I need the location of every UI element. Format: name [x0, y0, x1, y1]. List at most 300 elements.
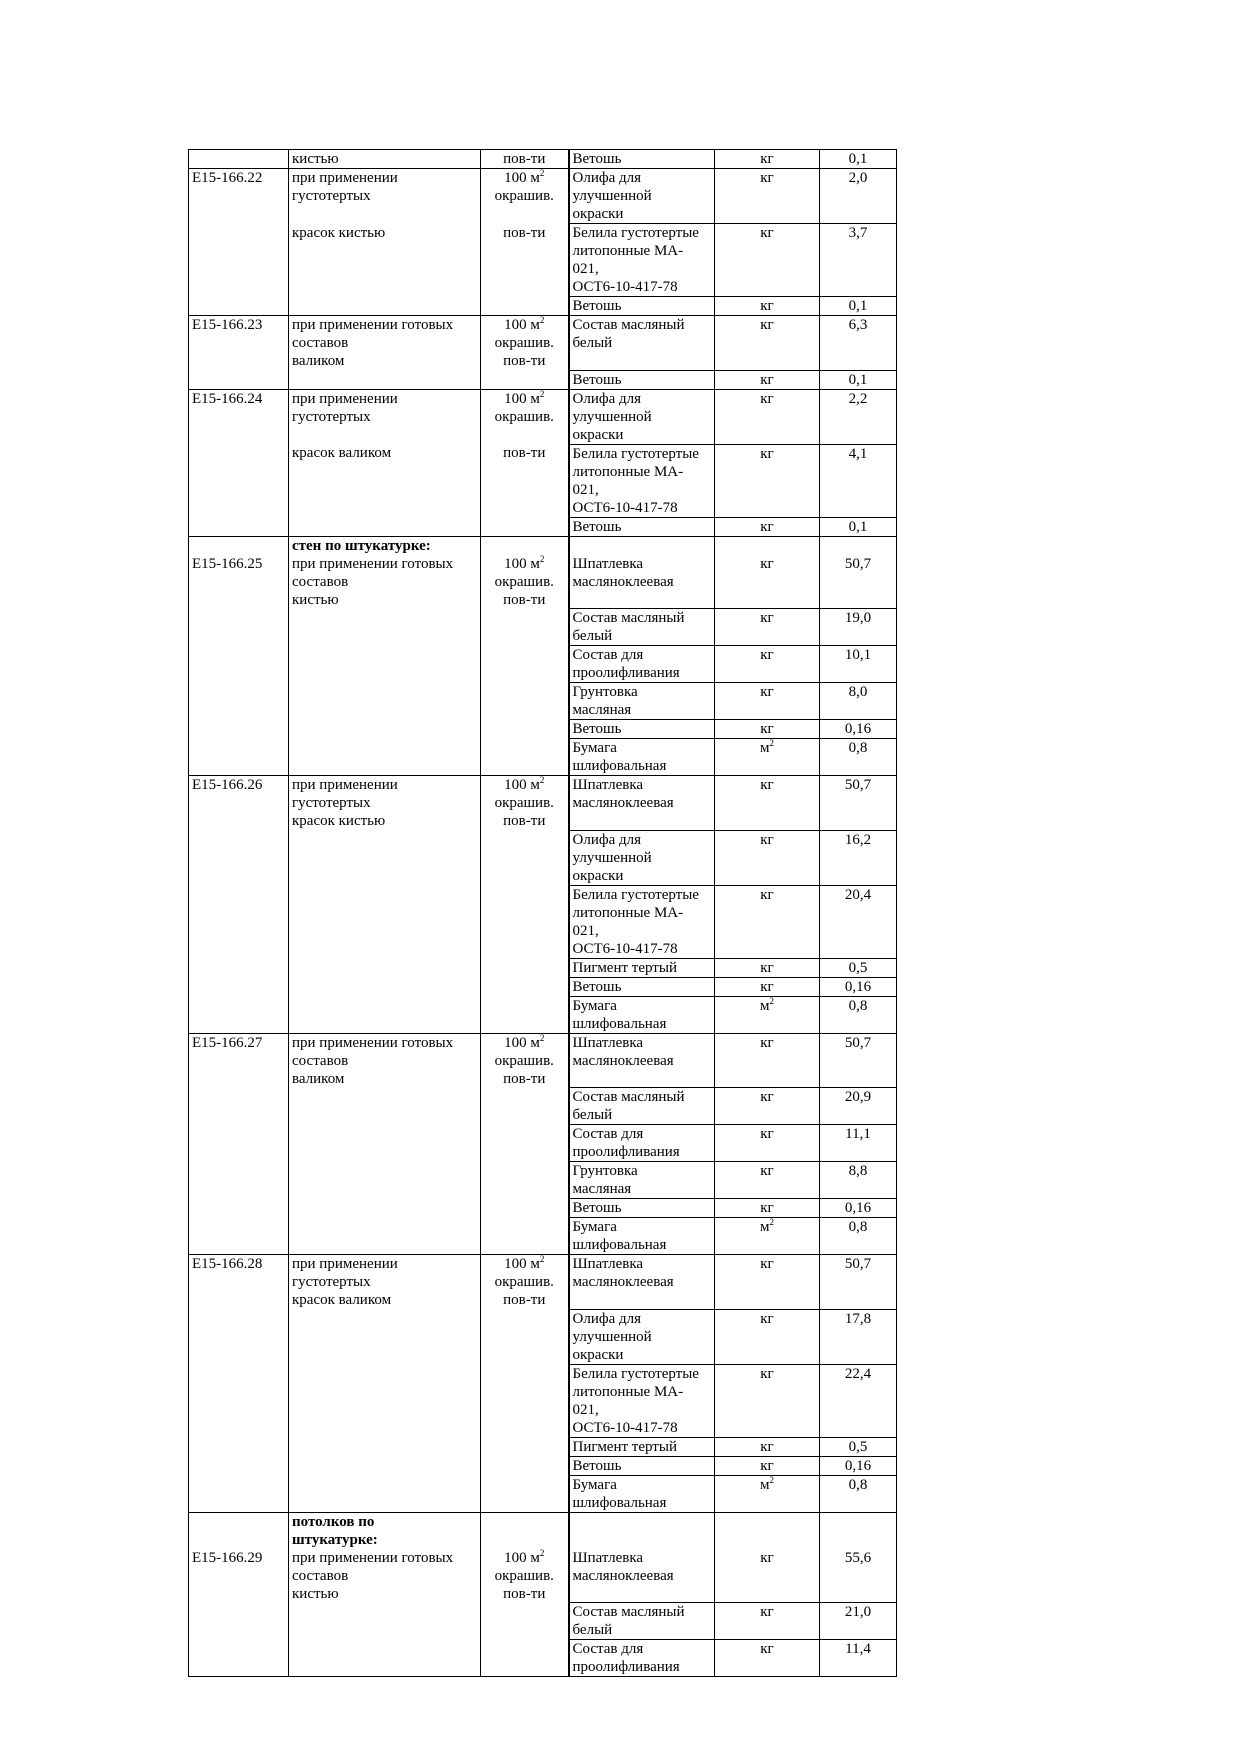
material-name-line: Ветошь: [572, 518, 622, 535]
code-cell: [189, 224, 289, 297]
material-unit-cell: [715, 169, 820, 224]
code-cell: [189, 169, 289, 224]
unit-cell: [481, 316, 569, 371]
material-name-line: масляноклеевая: [572, 1274, 674, 1290]
description-line: густотертых: [292, 408, 371, 425]
material-name-line: масляноклеевая: [572, 1052, 674, 1069]
material-qty: 2,0: [848, 170, 868, 186]
material-qty-cell: [820, 1475, 897, 1512]
unit-line: окрашив.: [494, 795, 554, 811]
code-cell: [189, 1218, 289, 1255]
unit-cell: [481, 1603, 569, 1640]
material-qty-cell: [820, 169, 897, 224]
material-qty: 50,7: [844, 555, 872, 572]
material-qty-cell: [820, 1309, 897, 1364]
material-name-line: Ветошь: [572, 978, 622, 995]
unit-cell: [481, 1475, 569, 1512]
material-qty-cell: [820, 536, 897, 609]
material-name-line: Ветошь: [572, 1200, 622, 1216]
material-qty: 3,7: [848, 225, 868, 241]
material-unit-cell: [715, 1199, 820, 1218]
material-qty-cell: [820, 370, 897, 389]
material-qty-cell: [820, 1640, 897, 1677]
description-cell: [289, 1125, 481, 1162]
material-name-cell: [569, 370, 715, 389]
description-line: при применении готовых: [292, 1034, 454, 1051]
material-unit-cell: [715, 776, 820, 831]
unit-cell: [481, 739, 569, 776]
material-name-cell: [569, 1125, 715, 1162]
unit-line: пов-ти: [503, 1585, 546, 1602]
table-row: [189, 885, 897, 958]
material-unit-cell: [715, 1512, 820, 1603]
material-unit-cell: [715, 536, 820, 609]
description-cell: [289, 389, 481, 444]
material-name-line: шлифовальная: [572, 758, 667, 774]
material-name-cell: [569, 1512, 715, 1603]
table-row: [189, 1603, 897, 1640]
material-name-cell: [569, 1456, 715, 1475]
unit-line: 100 $м^2$: [504, 1254, 545, 1272]
table-row: [189, 1255, 897, 1310]
material-unit-cell: [715, 316, 820, 371]
description-line: при применении готовых: [292, 555, 454, 572]
code-cell: [189, 517, 289, 536]
material-unit-cell: [715, 1437, 820, 1456]
material-unit: кг: [760, 151, 774, 167]
item-code: Е15-166.29: [192, 1549, 263, 1566]
material-name-cell: [569, 720, 715, 739]
table-row: [189, 370, 897, 389]
material-qty: 50,7: [844, 777, 872, 793]
description-cell: [289, 739, 481, 776]
unit-cell: [481, 1199, 569, 1218]
description-cell: [289, 1218, 481, 1255]
material-unit-cell: [715, 830, 820, 885]
code-cell: [189, 1199, 289, 1218]
material-qty: 10,1: [844, 647, 872, 663]
material-unit: кг: [760, 298, 774, 314]
description-cell: [289, 1437, 481, 1456]
code-cell: [189, 646, 289, 683]
material-name-line: масляная: [572, 1181, 632, 1197]
material-unit: кг: [760, 886, 774, 903]
description-line: составов: [292, 1567, 349, 1584]
code-cell: [189, 1640, 289, 1677]
description-cell: [289, 1162, 481, 1199]
material-qty: 50,7: [844, 1034, 872, 1051]
code-cell: [189, 536, 289, 609]
material-unit-cell: [715, 977, 820, 996]
material-unit: кг: [760, 518, 774, 535]
description-line: кистью: [292, 591, 339, 608]
material-name-line: литопонные МА-: [572, 904, 684, 921]
description-cell: [289, 1603, 481, 1640]
item-code: Е15-166.26: [192, 777, 263, 793]
description-cell: [289, 224, 481, 297]
material-unit: кг: [760, 610, 774, 626]
material-name-line: Состав масляный: [572, 1089, 685, 1105]
material-name-line: шлифовальная: [572, 1015, 667, 1032]
code-cell: [189, 1255, 289, 1310]
code-cell: [189, 1512, 289, 1603]
material-qty: 0,16: [844, 1457, 872, 1474]
unit-line: пов-ти: [503, 151, 546, 167]
description-cell: [289, 885, 481, 958]
table-row: [189, 517, 897, 536]
description-cell: [289, 536, 481, 609]
material-name-line: улучшенной: [572, 1328, 652, 1345]
material-qty: 11,1: [845, 1126, 871, 1142]
material-name-cell: [569, 536, 715, 609]
material-unit: кг: [760, 1126, 774, 1142]
code-cell: [189, 1033, 289, 1088]
material-unit-cell: [715, 1162, 820, 1199]
material-name-line: улучшенной: [572, 849, 652, 866]
material-qty: 21,0: [844, 1604, 872, 1620]
material-qty: 0,8: [848, 997, 868, 1014]
item-code: Е15-166.25: [192, 555, 263, 572]
code-cell: [189, 444, 289, 517]
material-unit-cell: [715, 1255, 820, 1310]
material-name-cell: [569, 150, 715, 169]
material-unit-cell: [715, 958, 820, 977]
material-unit-cell: [715, 297, 820, 316]
material-name-cell: [569, 517, 715, 536]
material-name-line: Ветошь: [572, 721, 622, 737]
table-row: [189, 1218, 897, 1255]
material-name-cell: [569, 683, 715, 720]
material-name-line: ОСТ6-10-417-78: [572, 499, 678, 516]
table-row: [189, 1088, 897, 1125]
material-name-cell: [569, 1603, 715, 1640]
material-name-line: Состав масляный: [572, 317, 685, 333]
material-unit-cell: [715, 1033, 820, 1088]
unit-cell: [481, 1218, 569, 1255]
unit-cell: [481, 776, 569, 831]
material-name-cell: [569, 444, 715, 517]
table-row: [189, 739, 897, 776]
material-unit: кг: [760, 959, 774, 976]
code-cell: [189, 720, 289, 739]
material-name-line: литопонные МА-: [572, 243, 684, 259]
material-name-line: Олифа для: [572, 390, 641, 407]
material-name-cell: [569, 1033, 715, 1088]
code-cell: [189, 1437, 289, 1456]
material-qty-cell: [820, 1162, 897, 1199]
material-name-line: Шпатлевка: [572, 555, 644, 572]
material-unit-cell: [715, 444, 820, 517]
table-row: [189, 1640, 897, 1677]
material-qty-cell: [820, 224, 897, 297]
material-qty-cell: [820, 389, 897, 444]
material-unit-cell: [715, 1475, 820, 1512]
material-unit-cell: [715, 1218, 820, 1255]
table-row: [189, 1456, 897, 1475]
description-cell: [289, 297, 481, 316]
material-unit-cell: [715, 1088, 820, 1125]
unit-cell: [481, 1125, 569, 1162]
material-qty: 4,1: [848, 445, 868, 462]
material-unit: кг: [760, 170, 774, 186]
code-cell: [189, 1475, 289, 1512]
description-cell: [289, 517, 481, 536]
description-cell: [289, 720, 481, 739]
table-row: [189, 1437, 897, 1456]
material-name-line: окраски: [572, 1346, 624, 1363]
material-qty: 0,16: [844, 1200, 872, 1216]
material-unit: кг: [760, 1256, 774, 1272]
description-cell: [289, 683, 481, 720]
unit-cell: [481, 150, 569, 169]
material-unit-cell: [715, 224, 820, 297]
table-row: [189, 1512, 897, 1603]
material-name-line: проолифливания: [572, 665, 680, 681]
material-name-cell: [569, 1255, 715, 1310]
unit-cell: [481, 370, 569, 389]
table-row: [189, 297, 897, 316]
material-name-line: Белила густотертые: [572, 1365, 699, 1382]
material-qty: 16,2: [844, 831, 872, 848]
table-row: [189, 224, 897, 297]
material-unit: кг: [760, 390, 774, 407]
code-cell: [189, 1456, 289, 1475]
material-unit: $м^2$: [760, 738, 774, 756]
material-name-cell: [569, 316, 715, 371]
unit-cell: [481, 885, 569, 958]
unit-line: 100 $м^2$: [504, 775, 545, 793]
material-qty-cell: [820, 1603, 897, 1640]
material-unit: кг: [760, 978, 774, 995]
material-name-cell: [569, 389, 715, 444]
material-unit: кг: [760, 1034, 774, 1051]
material-name-line: Пигмент тертый: [572, 959, 677, 976]
description-line: при применении: [292, 777, 398, 793]
material-unit-cell: [715, 609, 820, 646]
material-qty: 0,16: [844, 721, 872, 737]
code-cell: [189, 609, 289, 646]
material-name-line: белый: [572, 1107, 613, 1123]
material-qty-cell: [820, 996, 897, 1033]
unit-cell: [481, 297, 569, 316]
unit-line: 100 $м^2$: [504, 1547, 545, 1566]
unit-cell: [481, 169, 569, 224]
code-cell: [189, 150, 289, 169]
code-cell: [189, 996, 289, 1033]
material-name-line: Шпатлевка: [572, 1256, 644, 1272]
material-qty-cell: [820, 1255, 897, 1310]
code-cell: [189, 1125, 289, 1162]
table-row: [189, 316, 897, 371]
table-row: [189, 444, 897, 517]
material-name-line: Бумага: [572, 1219, 617, 1235]
material-qty-cell: [820, 517, 897, 536]
table-row: [189, 1364, 897, 1437]
material-name-line: ОСТ6-10-417-78: [572, 279, 678, 295]
material-unit: $м^2$: [760, 1217, 774, 1235]
table-row: [189, 1125, 897, 1162]
description-cell: [289, 977, 481, 996]
section-heading: потолков по штукатурке:: [292, 1513, 378, 1548]
unit-line: окрашив.: [494, 573, 554, 590]
material-qty-cell: [820, 776, 897, 831]
material-unit-cell: [715, 370, 820, 389]
unit-cell: [481, 1088, 569, 1125]
unit-line: пов-ти: [503, 224, 546, 241]
material-unit: кг: [760, 777, 774, 793]
unit-line: окрашив.: [494, 1052, 554, 1069]
material-qty-cell: [820, 958, 897, 977]
material-name-cell: [569, 977, 715, 996]
unit-line: 100 $м^2$: [504, 168, 545, 186]
material-name-line: масляная: [572, 702, 632, 718]
description-cell: [289, 996, 481, 1033]
material-name-line: Состав для: [572, 1641, 644, 1657]
code-cell: [189, 830, 289, 885]
unit-cell: [481, 1033, 569, 1088]
description-cell: [289, 1033, 481, 1088]
material-qty: 8,0: [848, 684, 868, 700]
material-name-cell: [569, 169, 715, 224]
unit-cell: [481, 996, 569, 1033]
material-name-line: окраски: [572, 206, 624, 222]
material-qty-cell: [820, 1088, 897, 1125]
description-cell: [289, 1364, 481, 1437]
table-row: [189, 169, 897, 224]
material-qty-cell: [820, 1218, 897, 1255]
unit-cell: [481, 1364, 569, 1437]
unit-cell: [481, 1309, 569, 1364]
item-code: Е15-166.22: [192, 170, 263, 186]
material-name-line: Белила густотертые: [572, 886, 699, 903]
description-line: при применении: [292, 390, 398, 407]
material-name-line: Бумага: [572, 997, 617, 1014]
material-name-line: Шпатлевка: [572, 1549, 644, 1566]
material-unit: $м^2$: [760, 995, 774, 1014]
material-qty: 0,1: [848, 151, 868, 167]
material-unit: кг: [760, 1089, 774, 1105]
unit-line: окрашив.: [494, 1274, 554, 1290]
description-cell: [289, 1088, 481, 1125]
material-unit: кг: [760, 1365, 774, 1382]
material-name-cell: [569, 1309, 715, 1364]
code-cell: [189, 297, 289, 316]
table-row: [189, 776, 897, 831]
unit-cell: [481, 444, 569, 517]
material-name-line: белый: [572, 335, 613, 351]
unit-cell: [481, 1640, 569, 1677]
material-name-cell: [569, 776, 715, 831]
material-unit: кг: [760, 317, 774, 333]
material-name-cell: [569, 297, 715, 316]
material-name-cell: [569, 1162, 715, 1199]
material-qty: 22,4: [844, 1365, 872, 1382]
material-name-line: масляноклеевая: [572, 1567, 674, 1584]
material-name-line: шлифовальная: [572, 1494, 667, 1511]
description-cell: [289, 1309, 481, 1364]
description-cell: [289, 370, 481, 389]
material-name-line: Ветошь: [572, 371, 622, 388]
material-name-line: улучшенной: [572, 408, 652, 425]
material-name-line: литопонные МА-: [572, 463, 684, 480]
unit-line: пов-ти: [503, 445, 546, 461]
material-unit: кг: [760, 1310, 774, 1327]
material-unit-cell: [715, 1125, 820, 1162]
material-name-line: Грунтовка: [572, 684, 638, 700]
material-unit: кг: [760, 1200, 774, 1216]
description-cell: [289, 958, 481, 977]
item-code: Е15-166.28: [192, 1256, 263, 1272]
unit-line: пов-ти: [503, 353, 546, 369]
unit-line: пов-ти: [503, 813, 546, 829]
material-unit: кг: [760, 831, 774, 848]
description-cell: [289, 776, 481, 831]
unit-cell: [481, 720, 569, 739]
description-cell: [289, 1475, 481, 1512]
unit-line: 100 $м^2$: [504, 553, 545, 572]
material-unit-cell: [715, 1603, 820, 1640]
description-cell: [289, 444, 481, 517]
unit-line: 100 $м^2$: [504, 388, 545, 407]
material-qty: 0,5: [848, 1438, 868, 1455]
material-name-cell: [569, 1437, 715, 1456]
material-name-line: Олифа для: [572, 170, 641, 186]
description-line: валиком: [292, 353, 345, 369]
material-name-line: масляноклеевая: [572, 795, 674, 811]
material-name-line: проолифливания: [572, 1659, 680, 1675]
material-name-cell: [569, 830, 715, 885]
unit-line: 100 $м^2$: [504, 1032, 545, 1051]
description-line: валиком: [292, 1070, 345, 1087]
unit-cell: [481, 977, 569, 996]
material-name-line: белый: [572, 1622, 613, 1638]
description-line: при применении готовых: [292, 1549, 454, 1566]
description-cell: [289, 830, 481, 885]
material-unit: кг: [760, 445, 774, 462]
material-name-cell: [569, 739, 715, 776]
material-name-line: Ветошь: [572, 1457, 622, 1474]
material-qty-cell: [820, 316, 897, 371]
table-row: [189, 646, 897, 683]
table-row: [189, 683, 897, 720]
material-qty-cell: [820, 885, 897, 958]
material-qty: 20,4: [844, 886, 872, 903]
material-name-line: Пигмент тертый: [572, 1438, 677, 1455]
unit-cell: [481, 830, 569, 885]
table-row: [189, 1162, 897, 1199]
unit-cell: [481, 536, 569, 609]
unit-cell: [481, 517, 569, 536]
material-name-cell: [569, 1364, 715, 1437]
description-cell: [289, 609, 481, 646]
material-unit-cell: [715, 1456, 820, 1475]
description-line: густотертых: [292, 1274, 371, 1290]
material-qty: 0,1: [848, 518, 868, 535]
material-unit: кг: [760, 647, 774, 663]
material-name-line: Бумага: [572, 740, 617, 756]
section-heading: стен по штукатурке:: [292, 537, 431, 554]
material-name-line: Олифа для: [572, 831, 641, 848]
table-row: [189, 536, 897, 609]
unit-cell: [481, 224, 569, 297]
material-unit: кг: [760, 371, 774, 388]
material-qty-cell: [820, 1437, 897, 1456]
material-name-line: масляноклеевая: [572, 573, 674, 590]
unit-cell: [481, 609, 569, 646]
unit-line: окрашив.: [494, 335, 554, 351]
material-name-cell: [569, 1218, 715, 1255]
material-name-line: Ветошь: [572, 151, 622, 167]
